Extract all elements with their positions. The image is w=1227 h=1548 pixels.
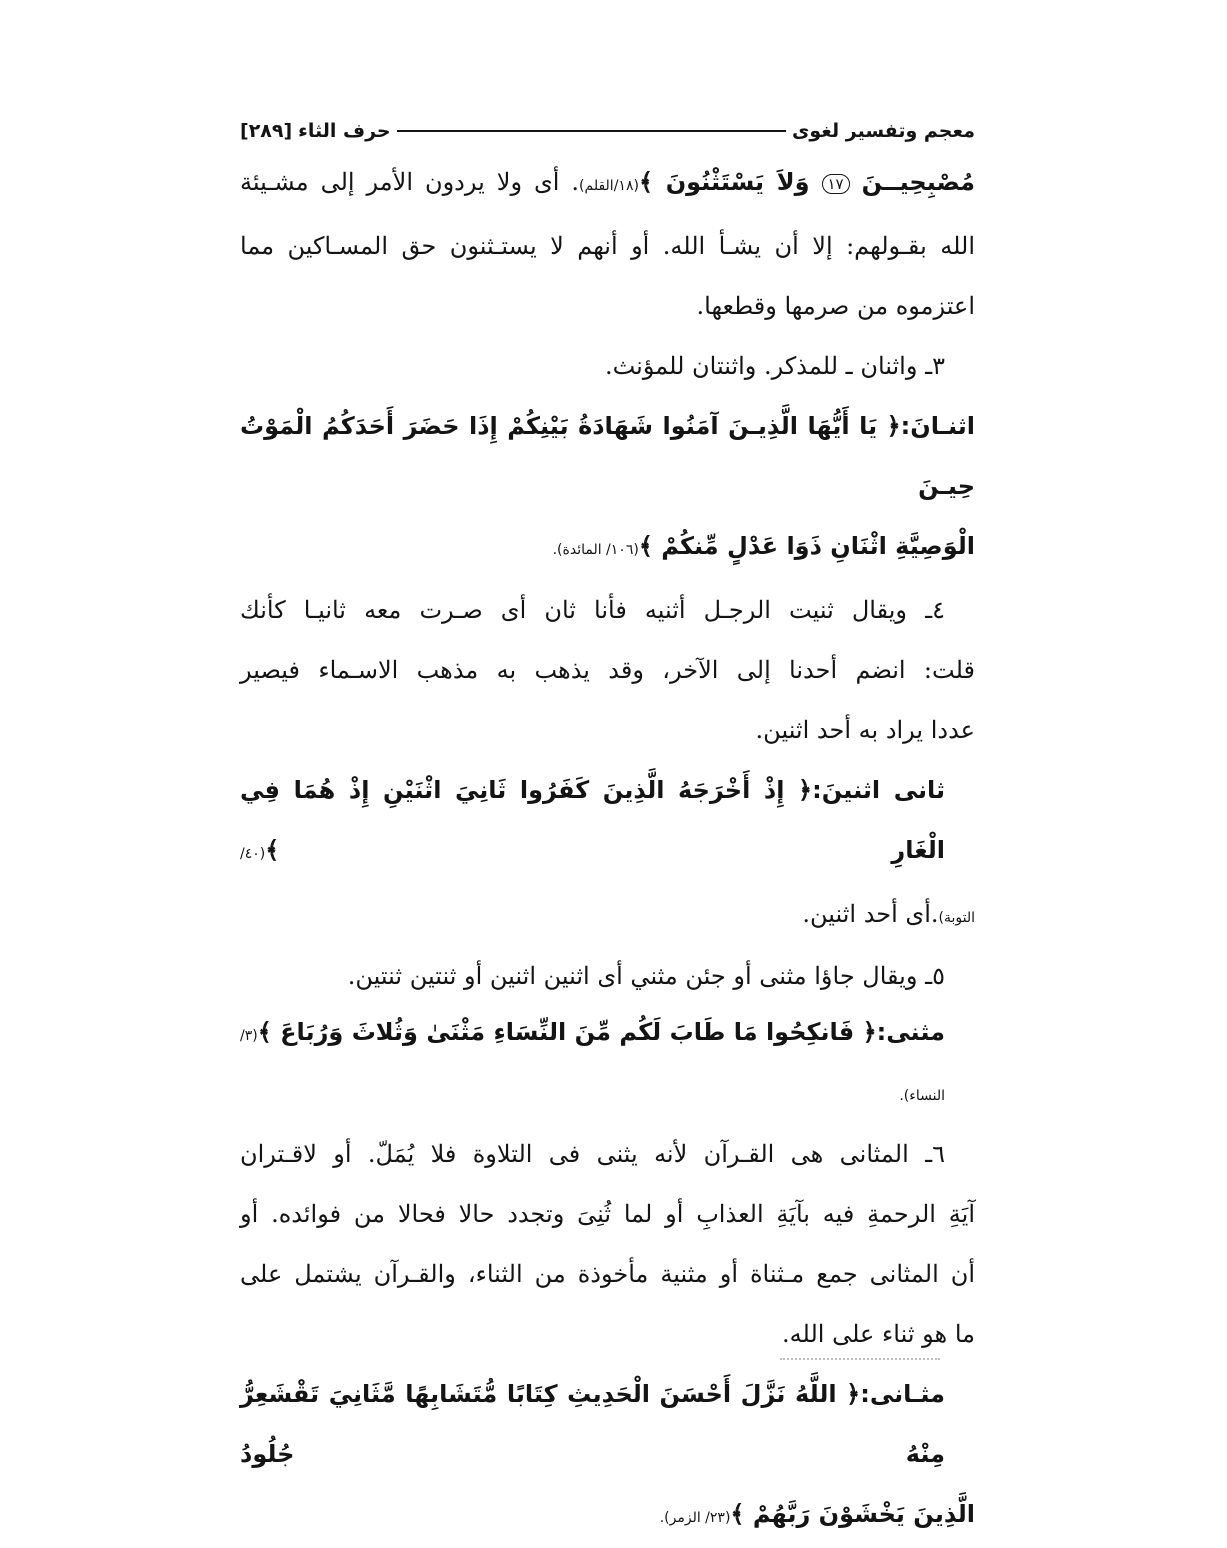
scan-artifact xyxy=(780,1358,940,1366)
verse-reference: التوبة) xyxy=(938,910,975,926)
running-header xyxy=(240,116,975,146)
line: ٤ـ ويقال ثنيت الرجـل أثنيه فأنا ثان أى صـرت معه ثانيـا كأنك xyxy=(240,596,945,624)
verse-reference: (١٨/القلم) xyxy=(579,178,639,194)
line xyxy=(240,152,975,216)
line: آيَةِ الرحمةِ فيه بآيَةِ العذابِ أو لما ثُنِىَ وتجدد حالا فحالا من فوائده. أو xyxy=(240,1200,975,1228)
line: قلت: انضم أحدنا إلى الآخر، وقد يذهب به مذهب الاسـماء فيصير xyxy=(240,656,975,684)
line xyxy=(240,516,975,580)
page-body xyxy=(240,152,975,1548)
section-title: حرف الثاء xyxy=(298,120,391,142)
book-title: معجم وتفسير لغوى xyxy=(791,120,975,142)
line: ٦ـ المثانى هى القـرآن لأنه يثنى فى التلاوة فلا يُمَلّ. أو لاقـتران xyxy=(240,1140,945,1168)
quran-text: مُصْبِحِيــنَ xyxy=(861,168,975,196)
quran-text: الْوَصِيَّةِ اثْنَانِ ذَوَا عَدْلٍ مِّنكُمْ ﴾ xyxy=(638,532,975,560)
line: أن المثانى جمع مـثناة أو مثنية مأخوذة من الثناء، والقـرآن يشتمل على xyxy=(240,1260,976,1288)
paragraph-9 xyxy=(240,1364,975,1548)
paragraph-7 xyxy=(240,1004,975,1124)
verse-reference: (٣/ النساء). xyxy=(240,1028,945,1104)
header-rule xyxy=(397,130,786,132)
verse-reference: (٤٠/ xyxy=(240,846,266,862)
verse-number: ١٧ xyxy=(822,174,850,194)
paragraph-5 xyxy=(240,760,975,948)
line xyxy=(240,760,975,884)
paragraph-3 xyxy=(240,396,975,580)
verse-reference: (١٠٦/ المائدة). xyxy=(552,542,639,558)
line: ما هو ثناء على الله. xyxy=(782,1320,975,1348)
quran-text: ﴿ اللَّهُ نَزَّلَ أَحْسَنَ الْحَدِيثِ كِتَابًا مُّتَشَابِهًا مَّثَانِيَ تَقْشَعِرُّ مِنْهُ جُلُودُ xyxy=(240,1380,945,1468)
entry-label: اثنـانَ: xyxy=(900,412,975,440)
verse-reference: (٢٣/ الزمر). xyxy=(659,1510,731,1526)
line: ٥ـ ويقال جاؤا مثنى أو جئن مثني أى اثنين اثنين أو ثنتين ثنتين. xyxy=(347,962,945,990)
line xyxy=(240,1364,975,1484)
paragraph-6 xyxy=(240,948,975,1004)
line xyxy=(240,1484,975,1548)
line: اعتزموه من صرمها وقطعها. xyxy=(696,292,975,320)
entry-label: مثنى: xyxy=(876,1018,945,1046)
body-text: .أى أحد اثنين. xyxy=(802,900,939,928)
quran-text: ﴿ إِذْ أَخْرَجَهُ الَّذِينَ كَفَرُوا ثَانِيَ اثْنَيْنِ إِذْ هُمَا فِي الْغَارِ ﴾ xyxy=(240,776,945,864)
body-text: . أى ولا يردون الأمر إلى مشـيئة xyxy=(240,168,580,196)
line xyxy=(240,884,975,948)
line xyxy=(240,396,975,516)
line: الله بقـولهم: إلا أن يشـأ الله. أو أنهم لا يستـثنون حق المسـاكين مما xyxy=(240,232,975,260)
paragraph-2 xyxy=(240,336,975,396)
quran-text: ﴿ فَانكِحُوا مَا طَابَ لَكُم مِّنَ النِّسَاءِ مَثْنَىٰ وَثُلاثَ وَرُبَاعَ ﴾ xyxy=(257,1018,877,1046)
line: عددا يراد به أحد اثنين. xyxy=(755,716,975,744)
paragraph-1 xyxy=(240,152,975,336)
quran-text: الَّذِينَ يَخْشَوْنَ رَبَّهُمْ ﴾ xyxy=(730,1500,975,1528)
page-number: [٢٨٩] xyxy=(240,120,293,142)
entry-label: مثـانى: xyxy=(860,1380,945,1408)
line xyxy=(240,1004,975,1124)
quran-text: وَلاَ يَسْتَثْنُونَ ﴾ xyxy=(638,168,810,196)
paragraph-4 xyxy=(240,580,975,760)
quran-text: ﴿ يَا أَيُّهَا الَّذِيـنَ آمَنُوا شَهَادَةُ بَيْنِكُمْ إِذَا حَضَرَ أَحَدَكُمُ الْمَوْتُ حِيـنَ xyxy=(240,412,975,500)
paragraph-8 xyxy=(240,1124,975,1364)
line: ٣ـ واثنان ـ للمذكر. واثنتان للمؤنث. xyxy=(604,352,945,380)
entry-label: ثانى اثنينَ: xyxy=(812,776,946,804)
